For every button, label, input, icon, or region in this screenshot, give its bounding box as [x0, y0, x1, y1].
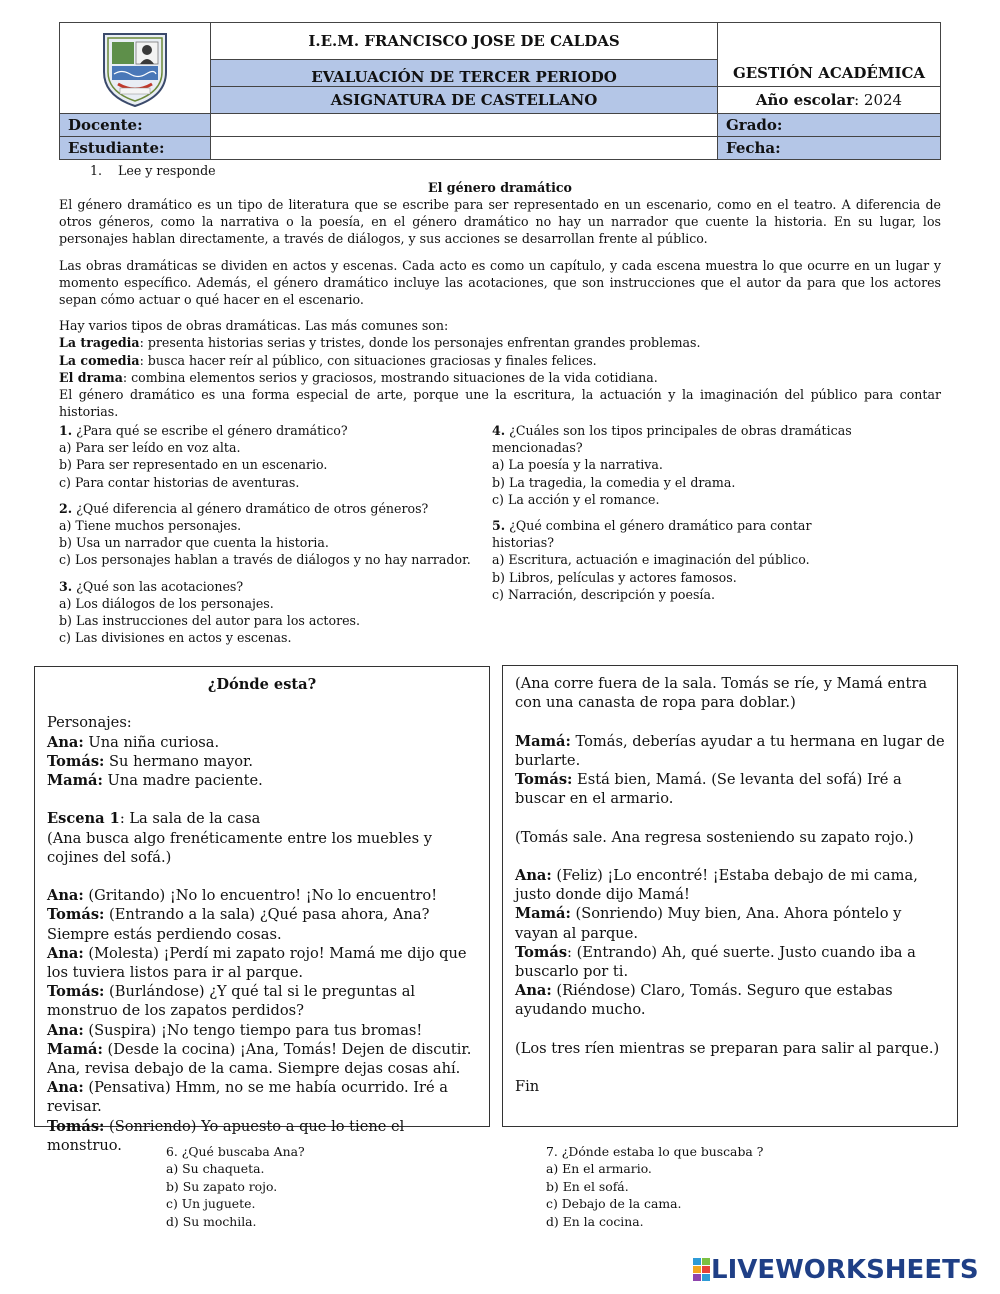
dialogue-line [47, 905, 477, 943]
speaker: Ana: [515, 866, 552, 884]
option[interactable]: c) Para contar historias de aventuras. [59, 474, 300, 490]
question-number: 5. [492, 518, 506, 534]
speaker: Tomás: [47, 906, 105, 924]
question-number: 1. [59, 423, 73, 438]
stage-direction: (Tomás sale. Ana regresa sosteniendo su zapato rojo.) [515, 828, 914, 846]
option[interactable]: a) Para ser leído en voz alta. [59, 440, 241, 456]
scene-desc: : La sala de la casa [119, 810, 261, 828]
dialogue-text: : (Entrando) Ah, qué suerte. Justo cuando iba a buscarlo por ti. [515, 943, 916, 980]
reading-paragraph-1: El género dramático es un tipo de literatura que se escribe para ser representado en un escenario, como en el teatro. A diferencia de otros géneros, como la narrativa o la poesía, en el género dramático no hay un narrador que cuente la historia. En su lugar, los personajes hablan directamente, a través de diálogos, y sus acciones se desarrollan frente al público. [59, 197, 941, 247]
option[interactable]: b) Libros, películas y actores famosos. [492, 569, 737, 585]
dialogue-line [47, 1040, 477, 1078]
speaker: Tomás: [47, 1117, 105, 1135]
dialogue-line [515, 904, 945, 942]
dialogue-text: (Molesta) ¡Perdí mi zapato rojo! Mamá me dijo que los tuviera listos para ir al parque. [47, 944, 467, 981]
dialogue-line [47, 1078, 477, 1116]
type-name: La tragedia [59, 335, 140, 351]
stage-direction: (Ana corre fuera de la sala. Tomás se ríe, y Mamá entra con una canasta de ropa para doblar.) [515, 675, 928, 712]
option[interactable]: d) En la cocina. [546, 1213, 644, 1229]
school-name: I.E.M. FRANCISCO JOSE DE CALDAS [211, 23, 718, 60]
speaker: Mamá: [515, 732, 571, 750]
question-number: 2. [59, 500, 73, 516]
character-desc: Una niña curiosa. [83, 733, 220, 751]
dialogue-line [515, 770, 945, 808]
dialogue-line [47, 944, 477, 982]
dialogue-line [515, 732, 945, 770]
question-text: ¿Cuáles son los tipos principales de obras dramáticas mencionadas? [492, 423, 852, 456]
dialogue-text: (Gritando) ¡No lo encuentro! ¡No lo encuentro! [83, 887, 438, 905]
dialogue-text: (Sonriendo) Yo apuesto a que lo tiene el monstruo. [47, 1117, 405, 1154]
option[interactable]: c) Narración, descripción y poesía. [492, 586, 715, 602]
dialogue-text: (Sonriendo) Muy bien, Ana. Ahora póntelo y vayan al parque. [515, 905, 902, 942]
dialogue-text: (Suspira) ¡No tengo tiempo para tus bromas! [83, 1021, 423, 1039]
question-1 [59, 422, 479, 491]
speaker: Mamá: [515, 905, 571, 923]
speaker: Tomás: [47, 983, 105, 1001]
reading-paragraph-2: Las obras dramáticas se dividen en actos y escenas. Cada acto es como un capítulo, y cada escena muestra lo que ocurre en un lugar y momento específico. Además, el género dramático incluye las acotaciones, que son instrucciones que el autor da para que los actores sepan cómo actuar o qué hacer en el escenario. [59, 257, 941, 308]
speaker: Mamá: [47, 1040, 103, 1058]
instruction: 1. Lee y responde [90, 163, 216, 178]
speaker: Ana: [515, 982, 552, 1000]
question-text: ¿Qué diferencia al género dramático de otros géneros? [72, 500, 429, 516]
stage-direction: (Ana busca algo frenéticamente entre los muebles y cojines del sofá.) [47, 829, 432, 866]
option[interactable]: c) Debajo de la cama. [546, 1196, 682, 1212]
speaker: Tomás [515, 943, 568, 961]
question-7 [546, 1143, 846, 1230]
option[interactable]: a) Los diálogos de los personajes. [59, 595, 274, 611]
grado-label: Grado: [718, 114, 941, 137]
stage-direction: (Los tres ríen mientras se preparan para salir al parque.) [515, 1039, 940, 1057]
reading-paragraph-3: Hay varios tipos de obras dramáticas. Las más comunes son: [59, 318, 449, 334]
question-text: ¿Para qué se escribe el género dramático? [72, 423, 348, 438]
school-year [718, 87, 941, 114]
question-4 [492, 422, 852, 508]
option[interactable]: b) Las instrucciones del autor para los actores. [59, 613, 361, 629]
reading-closing: El género dramático es una forma especial de arte, porque une la escritura, la actuación y la imaginación del público para contar historias. [59, 387, 941, 420]
dialogue-text: (Desde la cocina) ¡Ana, Tomás! Dejen de discutir. Ana, revisa debajo de la cama. Siempre dejas cosas ahí. [47, 1040, 472, 1078]
option[interactable]: a) Tiene muchos personajes. [59, 518, 242, 534]
scene-label: Escena 1 [47, 810, 120, 828]
type-name: El drama [59, 369, 123, 385]
dialogue-line [515, 981, 945, 1019]
option[interactable]: c) Los personajes hablan a través de diálogos y no hay narrador. [59, 552, 471, 568]
estudiante-label: Estudiante: [60, 137, 211, 160]
dialogue-text: (Entrando a la sala) ¿Qué pasa ahora, Ana? Siempre estás perdiendo cosas. [47, 906, 430, 943]
question-6 [166, 1143, 466, 1230]
logo-cell [60, 23, 211, 114]
docente-label: Docente: [60, 114, 211, 137]
play-box-right [502, 665, 958, 1127]
type-desc: : combina elementos serios y graciosos, mostrando situaciones de la vida cotidiana. [122, 369, 658, 385]
question-text: ¿Qué combina el género dramático para contar historias? [492, 518, 812, 551]
dialogue-line [47, 982, 477, 1020]
brand-text: LIVEWORKSHEETS [711, 1255, 979, 1285]
question-5 [492, 517, 852, 603]
option[interactable]: d) Su mochila. [166, 1213, 257, 1229]
option[interactable]: b) Su zapato rojo. [166, 1178, 278, 1194]
personajes-label: Personajes: [47, 714, 132, 732]
speaker: Ana: [47, 1079, 84, 1097]
option[interactable]: a) Su chaqueta. [166, 1161, 265, 1177]
option[interactable]: b) Para ser representado en un escenario. [59, 457, 328, 473]
type-drama [59, 369, 941, 386]
character-desc: Una madre paciente. [102, 772, 263, 789]
header-table [59, 22, 941, 160]
question-number: 3. [59, 578, 73, 594]
type-name: La comedia [59, 352, 140, 368]
question-text: ¿Qué son las acotaciones? [72, 578, 244, 594]
character-name: Tomás: [47, 752, 105, 770]
scene-heading [47, 809, 477, 828]
dialogue-text: (Feliz) ¡Lo encontré! ¡Estaba debajo de mi cama, justo donde dijo Mamá! [515, 866, 918, 904]
liveworksheets-logo-icon [693, 1258, 711, 1282]
play-end: Fin [515, 1078, 540, 1096]
dialogue-line [515, 943, 945, 981]
character-name: Mamá: [47, 772, 103, 789]
option[interactable]: a) La poesía y la narrativa. [492, 457, 663, 473]
character-name: Ana: [47, 733, 84, 751]
eval-title: EVALUACIÓN DE TERCER PERIODO [211, 60, 718, 87]
type-tragedia [59, 334, 941, 351]
liveworksheets-brand [693, 1256, 979, 1284]
option[interactable]: b) En el sofá. [546, 1178, 629, 1194]
option[interactable]: b) Usa un narrador que cuenta la historia. [59, 535, 329, 551]
character-line [47, 771, 477, 790]
speaker: Ana: [47, 887, 84, 905]
question-number: 4. [492, 423, 506, 438]
question-2 [59, 500, 479, 569]
question-text: 6. ¿Qué buscaba Ana? [166, 1144, 305, 1159]
speaker: Tomás: [515, 771, 573, 788]
speaker: Ana: [47, 944, 84, 962]
year-value: : 2024 [854, 91, 903, 109]
dialogue-text: (Pensativa) Hmm, no se me había ocurrido. Iré a revisar. [47, 1079, 448, 1116]
dialogue-text: (Burlándose) ¿Y qué tal si le preguntas al monstruo de los zapatos perdidos? [47, 983, 416, 1020]
school-crest-icon [98, 28, 172, 108]
type-desc: : busca hacer reír al público, con situaciones graciosas y finales felices. [139, 352, 597, 368]
docente-field[interactable] [211, 114, 718, 137]
type-comedia [59, 352, 941, 369]
dialogue-line [47, 1021, 477, 1040]
question-3 [59, 578, 479, 647]
character-desc: Su hermano mayor. [104, 752, 254, 770]
reading-title: El género dramático [428, 180, 572, 195]
option[interactable]: c) Un juguete. [166, 1196, 256, 1212]
option[interactable]: a) En el armario. [546, 1161, 652, 1177]
dialogue-text: (Riéndose) Claro, Tomás. Seguro que estabas ayudando mucho. [515, 982, 893, 1019]
dept-label: GESTIÓN ACADÉMICA [718, 23, 941, 87]
fecha-label: Fecha: [718, 137, 941, 160]
option[interactable]: a) Escritura, actuación e imaginación del público. [492, 552, 810, 568]
option[interactable]: c) La acción y el romance. [492, 491, 660, 507]
type-desc: : presenta historias serias y tristes, donde los personajes enfrentan grandes problemas. [139, 335, 701, 351]
speaker: Ana: [47, 1021, 84, 1039]
estudiante-field[interactable] [211, 137, 718, 160]
dialogue-line [515, 866, 945, 904]
year-label: Año escolar [755, 91, 855, 109]
dialogue-line [47, 886, 477, 905]
character-line [47, 733, 477, 752]
questions-right [492, 422, 852, 603]
dialogue-text: Está bien, Mamá. (Se levanta del sofá) Iré a buscar en el armario. [515, 771, 902, 808]
character-line [47, 752, 477, 771]
option[interactable]: c) Las divisiones en actos y escenas. [59, 630, 292, 646]
dialogue-text: Tomás, deberías ayudar a tu hermana en lugar de burlarte. [515, 732, 945, 769]
play-title: ¿Dónde esta? [207, 676, 317, 693]
question-text: 7. ¿Dónde estaba lo que buscaba ? [546, 1144, 764, 1159]
questions-left [59, 422, 479, 646]
subject-title: ASIGNATURA DE CASTELLANO [211, 87, 718, 114]
reading-body [59, 196, 941, 420]
option[interactable]: b) La tragedia, la comedia y el drama. [492, 474, 736, 490]
